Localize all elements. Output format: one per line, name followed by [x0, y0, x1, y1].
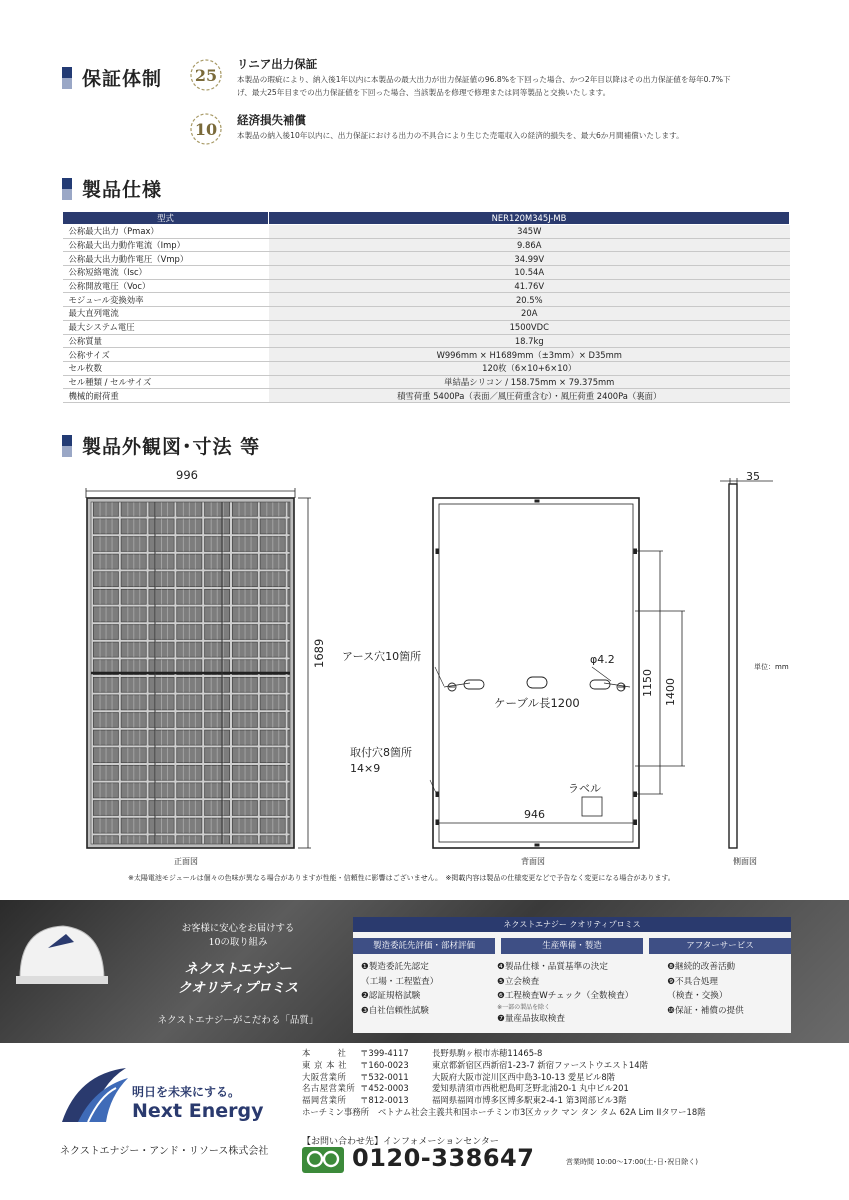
table-row: 公称短絡電流（Isc） 10.54A	[63, 266, 790, 280]
promise-card: お客様に安心をお届けする 10の取り組み ネクストエナジー クオリティプロミス ネクストエナジーがこだわる「品質」	[157, 923, 319, 1026]
cable-length-label: ケーブル長1200	[494, 696, 580, 710]
dim-1400-label: 1400	[664, 678, 677, 706]
label-position-label: ラベル	[568, 782, 601, 795]
front-width-label: 996	[176, 468, 198, 482]
office-row: 本 社 〒399-4117 長野県駒ヶ根市赤穂11465-8	[302, 1048, 543, 1058]
hole-diameter-label: φ4.2	[590, 653, 615, 666]
office-row: 福岡営業所 〒812-0013 福岡県福岡市博多区博多駅東2-4-1 第3岡部ビル3階	[302, 1095, 627, 1106]
mount-hole-size-label: 14×9	[350, 762, 381, 775]
back-view-caption: 背面図	[521, 857, 545, 866]
office-address-list	[302, 1048, 706, 1119]
table-row: 機械的耐荷重 積雪荷重 5400Pa（表面／風圧荷重含む）・風圧荷重 2400Pa（裏面）	[63, 389, 790, 403]
loss-warranty-body: 本製品の納入後10年以内に、出力保証における出力の不具合により生じた売電収入の経済的損失を、最大6か月間補償いたします。	[237, 131, 684, 140]
table-row: 公称質量 18.7kg	[63, 334, 790, 348]
office-row: 名古屋営業所 〒452-0003 愛知県清須市西枇杷島町芝野北浦20-1 丸中ビル201	[302, 1083, 629, 1094]
spec-table	[62, 211, 790, 403]
office-row: ホーチミン事務所 ベトナム社会主義共和国ホーチミン市3区カック マン タン タム 62A Lim IIタワー18階	[302, 1106, 706, 1117]
front-height-label: 1689	[312, 638, 326, 668]
inner-width-label: 946	[524, 808, 545, 821]
table-row: 公称サイズ W996mm × H1689mm（±3mm）× D35mm	[63, 348, 790, 362]
brand-tagline: 明日を未来にする。	[132, 1085, 241, 1099]
promise-categories: 製造委託先評価・部材評価 生産準備・製造 アフターサービス	[353, 938, 791, 954]
table-row: 公称開放電圧（Voc） 41.76V	[63, 279, 790, 293]
drawing-note: ※太陽電池モジュールは個々の色味が異なる場合がありますが性能・信頼性に影響はございません。 ※掲載内容は製品の仕様変更などで予告なく変更になる場合があります。	[128, 874, 675, 882]
office-row: 大阪営業所 〒532-0011 大阪府大阪市淀川区西中島3-10-13 愛星ビル8階	[302, 1071, 616, 1082]
table-row: 公称最大出力動作電流（Imp） 9.86A	[63, 238, 790, 252]
table-row: 最大直列電流 20A	[63, 307, 790, 321]
table-row: 最大システム電圧 1500VDC	[63, 320, 790, 334]
table-row: 公称最大出力動作電圧（Vmp） 34.99V	[63, 252, 790, 266]
section-marker	[62, 178, 72, 200]
section-marker	[62, 435, 72, 457]
next-energy-logo-icon	[60, 1066, 130, 1124]
front-view-caption: 正面図	[174, 857, 198, 866]
warranty-25-badge-icon: 25	[189, 58, 223, 92]
side-view-caption: 側面図	[733, 857, 757, 866]
section-title-spec: 製品仕様	[62, 175, 162, 202]
depth-label: 35	[746, 470, 760, 483]
promise-column-2: ❹製品仕様・品質基準の決定 ❺立会検査 ❻工程検査Wチェック（全数検査） ※一部の製品を除く ❼量産品抜取検査	[497, 962, 634, 1024]
loss-warranty-title: 経済損失補償	[237, 113, 306, 127]
contact-heading: 【お問い合わせ先】インフォメーションセンター	[302, 1137, 499, 1147]
phone-number[interactable]: 0120-338647	[352, 1144, 535, 1172]
front-view	[86, 488, 311, 848]
section-marker	[62, 67, 72, 89]
table-row: セル種類 / セルサイズ 単結晶シリコン / 158.75mm × 79.375mm	[63, 375, 790, 389]
spec-header-row: 型式 NER120M345J-MB	[63, 212, 790, 225]
helmet-icon	[8, 908, 108, 1008]
warranty-10-badge-icon: 10	[189, 112, 223, 146]
table-row: セル枚数 120枚（6×10+6×10）	[63, 361, 790, 375]
company-name: ネクストエナジー・アンド・リソース株式会社	[60, 1146, 269, 1157]
section-title-drawing: 製品外観図･寸法 等	[62, 432, 260, 459]
linear-warranty-body: 本製品の瑕疵により、納入後1年以内に本製品の最大出力が出力保証値の96.8%を下回った場合、かつ2年目以降はその出力保証値を毎年0.7%下 げ、最大25年目までの出力保証値を下回った場合、当該製品を修理で修理または同等製品と交換いたします。	[237, 75, 731, 97]
quality-promise-banner	[0, 900, 849, 1043]
mount-holes-label: 取付穴8箇所	[350, 746, 412, 759]
promise-column-1: ❶製造委託先認定 （工場・工程監査） ❷認証規格試験 ❸自社信頼性試験	[361, 962, 439, 1016]
earth-holes-label: アース穴10箇所	[342, 650, 422, 663]
brand-name: Next Energy	[132, 1100, 264, 1122]
dim-1150-label: 1150	[641, 669, 654, 697]
table-row: 公称最大出力（Pmax） 345W	[63, 225, 790, 239]
office-row: 東 京 本 社 〒160-0023 東京都新宿区西新宿1-23-7 新宿ファーストウエスト14階	[302, 1059, 648, 1070]
promise-panel: ネクストエナジー クオリティプロミス 製造委託先評価・部材評価 生産準備・製造 アフターサービス ❶製造委託先認定 （工場・工程監査） ❷認証規格試験 ❸自社信頼性試験 ❹製品仕様・品質基準の決定 ❺立会検査 ❻工程検査Wチェック（全数検査） ※一部の製品を除く ❼量産品抜取検査 ❽継続的改善活動 ❾不具合処理 （検査・交換） ❿保証・補償の提供	[353, 917, 791, 1033]
section-title-warranty: 保証体制	[62, 64, 162, 91]
promise-column-3: ❽継続的改善活動 ❾不具合処理 （検査・交換） ❿保証・補償の提供	[667, 962, 744, 1016]
business-hours: 営業時間 10:00～17:00(土･日･祝日除く)	[566, 1158, 699, 1166]
unit-label: 単位：mm	[754, 663, 789, 671]
free-dial-icon	[302, 1147, 344, 1173]
linear-warranty-title: リニア出力保証	[237, 57, 318, 71]
table-row: モジュール変換効率 20.5%	[63, 293, 790, 307]
technical-drawing	[0, 460, 849, 870]
